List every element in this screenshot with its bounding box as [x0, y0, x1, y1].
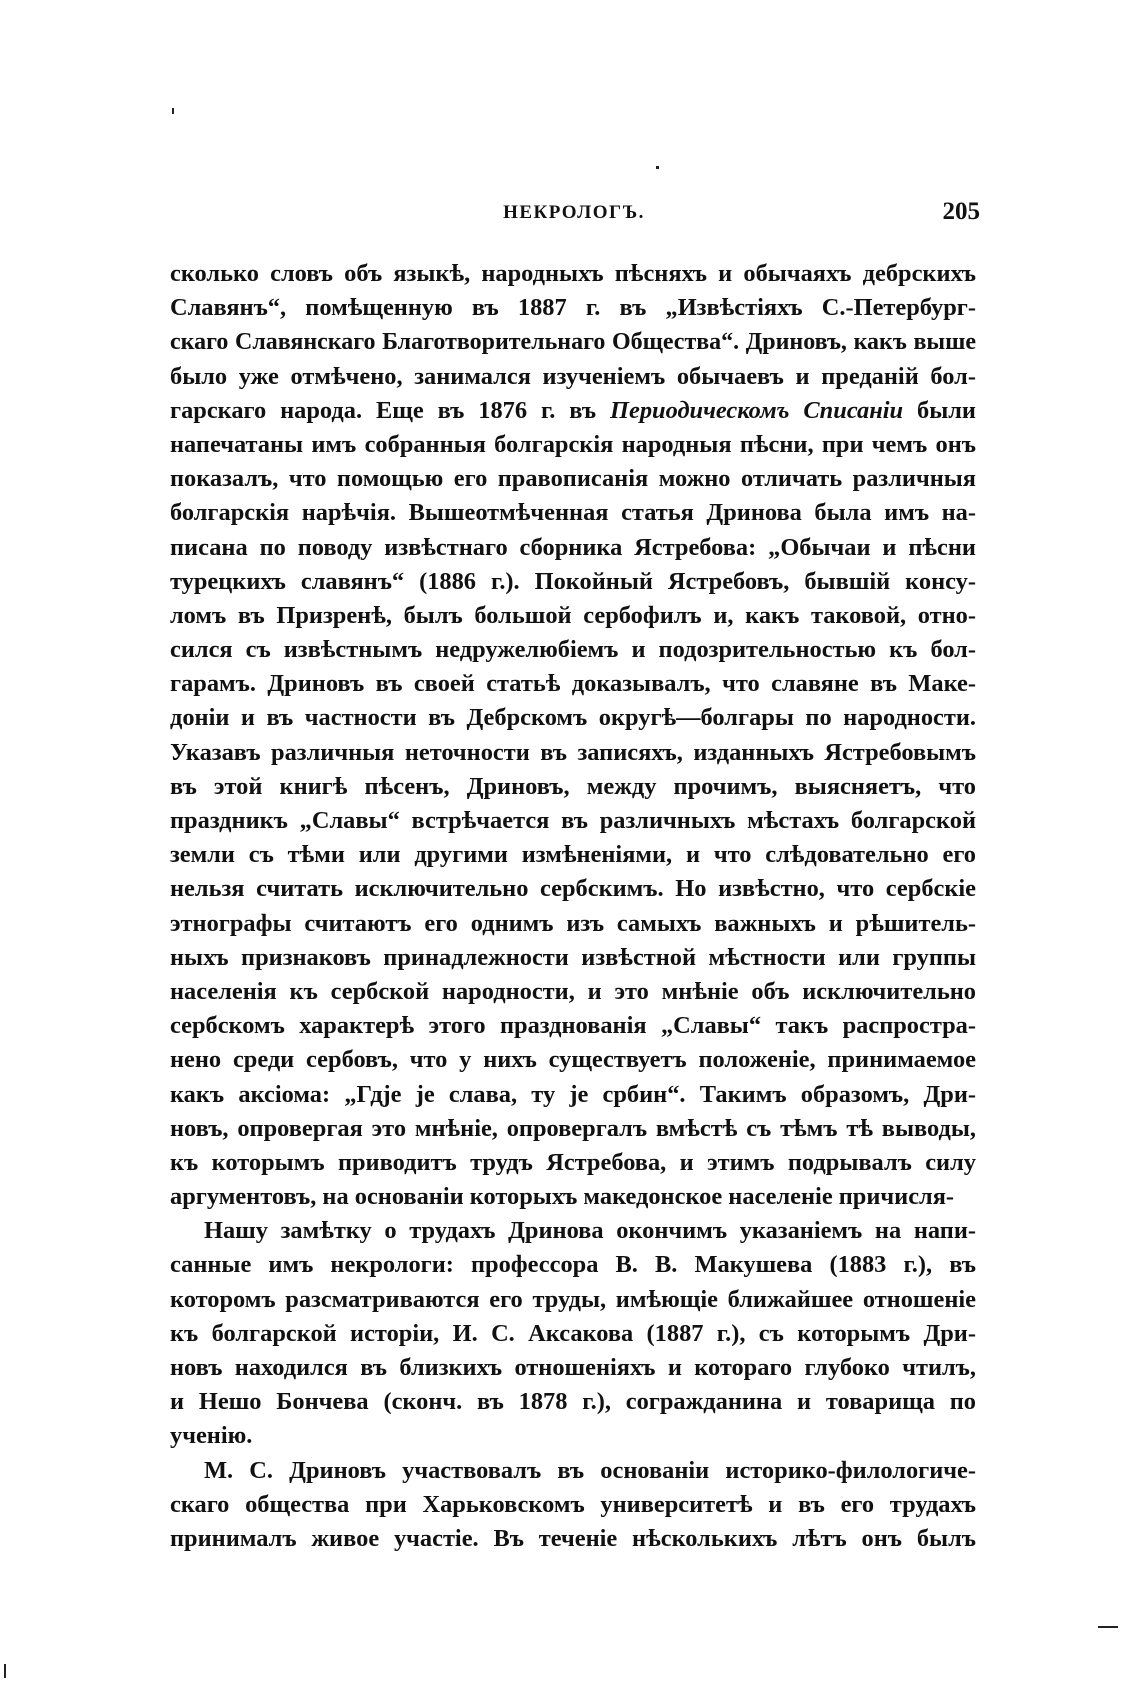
text-segment: были: [903, 396, 976, 424]
text-line: ныхъ признаковъ принадлежности извѣстной мѣстности или группы: [170, 943, 976, 971]
text-line: какъ аксіома: „Гдје је слава, ту је србин“. Такимъ образомъ, Дри-: [170, 1080, 976, 1108]
text-line: турецкихъ славянъ“ (1886 г.). Покойный Ястребовъ, бывшій консу-: [170, 567, 976, 595]
text-line: ученію.: [170, 1422, 253, 1450]
text-line: новъ находился въ близкихъ отношеніяхъ и котораго глубоко чтилъ,: [170, 1354, 976, 1381]
text-line: аргументовъ, на основаніи которыхъ македонское населеніе причисля-: [170, 1183, 955, 1211]
text-line: къ которымъ приводитъ трудъ Ястребова, и этимъ подрывалъ силу: [170, 1148, 976, 1176]
text-line: [170, 394, 976, 428]
text-line: М. С. Дриновъ участвовалъ въ основаніи историко-филологиче-: [204, 1456, 976, 1484]
text-line: гарамъ. Дриновъ въ своей статьѣ доказывалъ, что славяне въ Маке-: [170, 670, 976, 698]
text-line: нено среди сербовъ, что у нихъ существуетъ положеніе, принимаемое: [170, 1046, 976, 1074]
text-line: въ этой книгѣ пѣсенъ, Дриновъ, между прочимъ, выясняетъ, что: [170, 772, 976, 800]
text-line: которомъ разсматриваются его труды, имѣющіе ближайшее отношеніе: [170, 1285, 976, 1313]
text-line: ломъ въ Призренѣ, былъ большой сербофилъ и, какъ таковой, отно-: [170, 601, 976, 629]
text-line: принималъ живое участіе. Въ теченіе нѣсколькихъ лѣтъ онъ былъ: [170, 1524, 976, 1552]
text-line: скаго общества при Харьковскомъ университетѣ и въ его трудахъ: [170, 1490, 976, 1518]
scan-speck: [1098, 1626, 1118, 1628]
text-line: населенія къ сербской народности, и это мнѣніе объ исключительно: [170, 977, 976, 1005]
text-segment: гарскаго народа. Еще въ 1876 г. въ: [170, 396, 611, 424]
text-line: доніи и въ частности въ Дебрскомъ округѣ—болгары по народности.: [170, 704, 976, 732]
text-line: болгарскія нарѣчія. Вышеотмѣченная статья Дринова была имъ на-: [170, 499, 976, 527]
page-number: 205: [942, 198, 980, 225]
body-text: [170, 257, 976, 1556]
text-line: этнографы считаютъ его однимъ изъ самыхъ важныхъ и рѣшитель-: [170, 909, 976, 937]
scan-speck: [4, 1664, 6, 1678]
text-line: Указавъ различныя неточности въ записяхъ, изданныхъ Ястребовымъ: [170, 738, 976, 766]
text-line: напечатаны имъ собранныя болгарскія народныя пѣсни, при чемъ онъ: [170, 430, 976, 458]
text-line: новъ, опровергая это мнѣніе, опровергалъ вмѣстѣ съ тѣмъ тѣ выводы,: [170, 1114, 976, 1142]
text-line: скаго Славянскаго Благотворительнаго Общества“. Дриновъ, какъ выше: [170, 329, 976, 356]
text-line: санные имъ некрологи: профессора В. В. Макушева (1883 г.), въ: [170, 1251, 976, 1279]
text-line: было уже отмѣчено, занимался изученіемъ обычаевъ и преданій бол-: [170, 362, 976, 390]
text-line: показалъ, что помощью его правописанія можно отличать различныя: [170, 465, 976, 493]
text-line: сился съ извѣстнымъ недружелюбіемъ и подозрительностью къ бол-: [170, 636, 976, 664]
text-line: Славянъ“, помѣщенную въ 1887 г. въ „Извѣстіяхъ С.-Петербург-: [170, 294, 976, 322]
running-title: НЕКРОЛОГЪ.: [503, 202, 645, 223]
text-line: писана по поводу извѣстнаго сборника Ястребова: „Обычаи и пѣсни: [170, 533, 976, 561]
text-line: праздникъ „Славы“ встрѣчается въ различныхъ мѣстахъ болгарской: [170, 807, 976, 834]
scan-speck: [172, 108, 174, 114]
text-line: Нашу замѣтку о трудахъ Дринова окончимъ указаніемъ на напи-: [204, 1217, 976, 1245]
text-line: сколько словъ объ языкѣ, народныхъ пѣсняхъ и обычаяхъ дебрскихъ: [170, 260, 976, 287]
text-line: нельзя считать исключительно сербскимъ. Но извѣстно, что сербскіе: [170, 875, 976, 903]
journal-title: Периодическомъ Списаніи: [610, 396, 904, 424]
scan-speck: [656, 166, 659, 169]
text-line: и Нешо Бончева (сконч. въ 1878 г.), согражданина и товарища по: [170, 1388, 976, 1416]
text-line: къ болгарской исторіи, И. С. Аксакова (1887 г.), съ которымъ Дри-: [170, 1319, 976, 1347]
text-line: сербскомъ характерѣ этого празднованія „Славы“ такъ распростра-: [170, 1012, 976, 1040]
running-head: [168, 198, 980, 232]
text-line: земли съ тѣми или другими измѣненіями, и что слѣдовательно его: [170, 841, 976, 869]
